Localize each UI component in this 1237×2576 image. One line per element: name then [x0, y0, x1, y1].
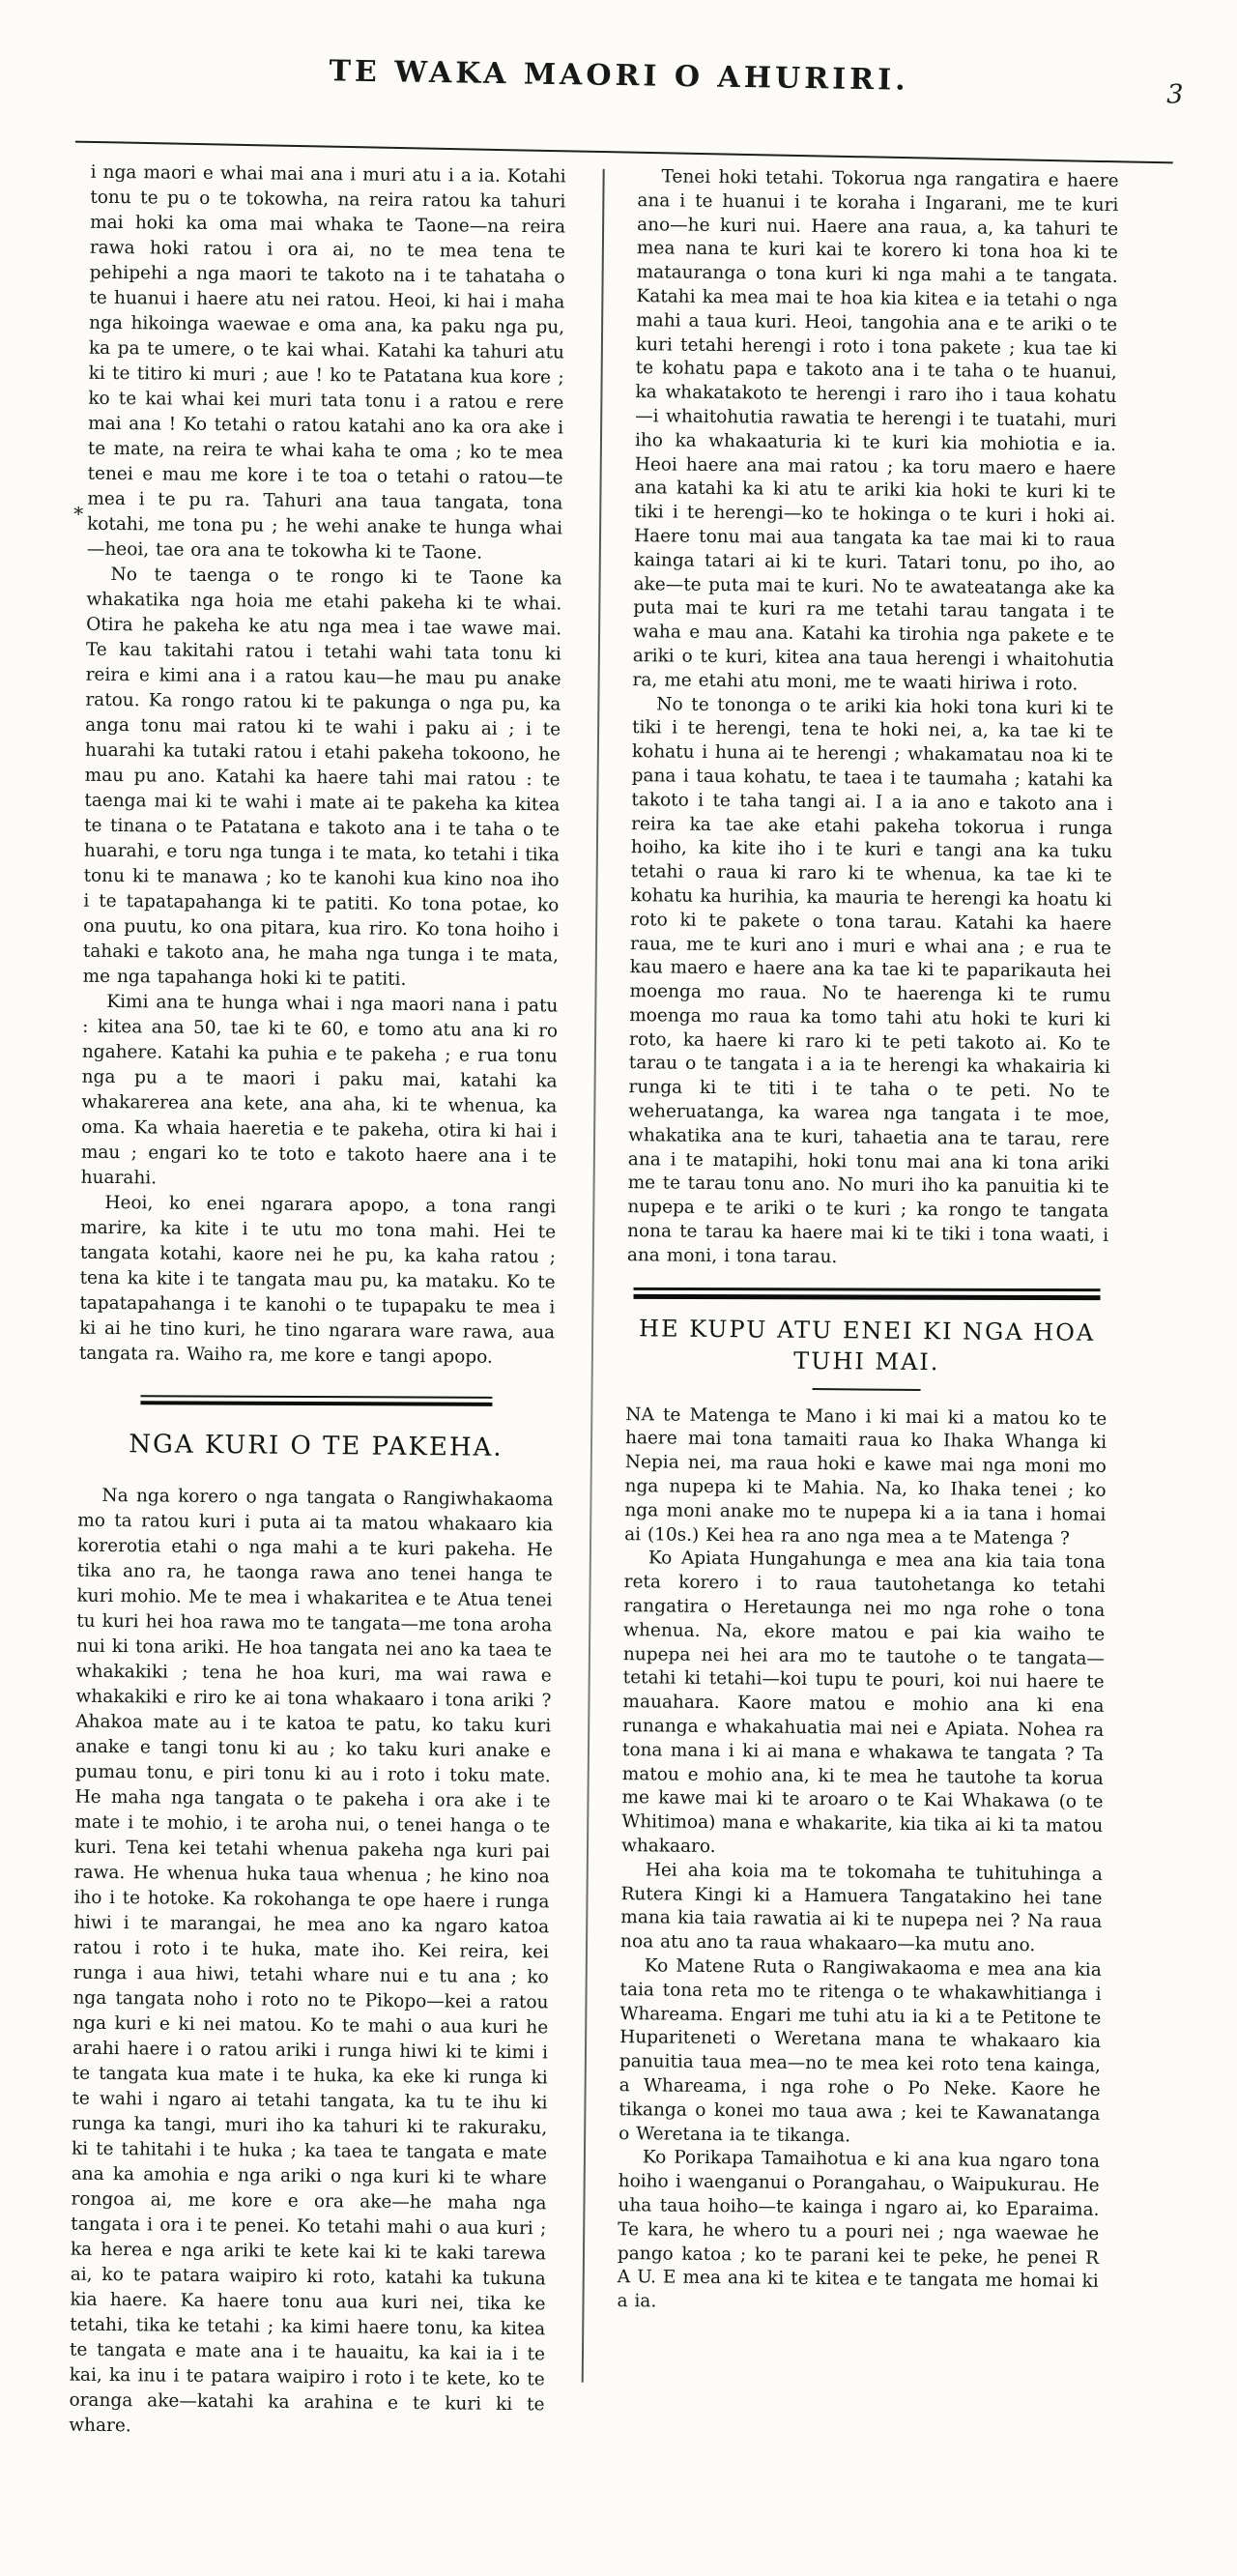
- page-number: 3: [1166, 79, 1184, 110]
- masthead-title: TE WAKA MAORI O AHURIRI.: [329, 54, 909, 98]
- heading-underline-rule: [813, 1388, 921, 1391]
- section-divider-rule: [140, 1395, 492, 1406]
- paragraph: Hei aha koia ma te tokomaha te tuhituhinga a Rutera Kingi ki a Hamuera Tangatakino hei tane mana kia taia rawatia ai ki te nupepa nei ? Na raua noa atu ano ta raua whakaaro—ka mutu ano.: [619, 1860, 1103, 1956]
- margin-asterisk: *: [73, 502, 84, 526]
- paragraph: Tenei hoki tetahi. Tokorua nga rangatira e haere ana i te huanui i te koraha i Ingarani, me te kuri ano—he kuri nui. Haere ana raua, a, ka tahuri te mea nana te kuri kai te korero ki tona hoa ki te matauranga o tona kuri ki nga mahi a te tangata. Katahi ka mea mai te hoa kia kitea e ia tetahi o nga mahi a taua kuri. Heoi, tangohia ana e te ariki o te kuri tetahi herengi i roto i tona pakete ; kua tae ki te kohatu papa e takoto ana i te taha o te huanui, ka whakatakoto te herengi i raro iho i taua kohatu—i whaitohutia rawatia te herengi i te tuatahi, muri iho ka whakaaturia ki te kuri kia mohiotia e ia. Heoi haere ana mai ratou ; ka toru maero e haere ana katahi ka ki atu te ariki kia hoki te kuri ki te tiki i te herengi—ko te hokinga o te kuri i hoki ai. Haere tonu mai aua tangata ka tae mai ki to raua kainga tatari ai ki te kuri. Tatari tonu, po iho, ao ake—te puta mai te kuri. No te awateatanga ake ka puta mai te kuri ra me tetahi tarau tangata i te waha e mau ana. Katahi ka tirohia nga pakete e te ariki o te kuri, kitea ana taua herengi i whaitohutia ra, me etahi atu moni, me te waati hiriwa i roto.: [632, 166, 1119, 695]
- section-heading: HE KUPU ATU ENEI KI NGA HOA TUHI MAI.: [638, 1314, 1096, 1375]
- paragraph: NA te Matenga te Mano i ki mai ki a matou ko te haere mai tona tamaiti raua ko Ihaka Whanga ki Nepia nei, ma raua hoki e kawe mai nga moni mo nga nupepa ki te Mahia. Na, ko Ihaka tenei ; ko nga moni anake mo te nupepa ki a ia tana i homai ai (10s.) Kei hea ra ano nga mea a te Matenga ?: [624, 1404, 1108, 1549]
- paragraph: No te tononga o te ariki kia hoki tona kuri ki te tiki i te herengi, tena te hoki nei, a, ka tae ki te kohatu i huna ai te herengi ; whakamatau noa ki te pana i taua kohatu, te taea i te taumaha ; katahi ka takoto i te taha tangi ai. I a ia ano e takoto ana i reira ka tae ake etahi pakeha tokorua i runga hoiho, ka kite iho i te kuri e tangi ana ka tuku tetahi o raua ki raro ki te whenua, ka tae ki te kohatu ka hurihia, ka mauria te herengi ka hoatu ki roto ki te pakete o tona tarau. Katahi ka haere raua, me te kuri ano i muri e whai ana ; e rua te kau maero e haere ana ka tae ki te paparikauta hei moenga mo raua. No te haerenga ki te rumu moenga mo raua ka tomo tahi atu hoki te kuri ki roto, ka haere ki raro ki te peti takoto ai. Ko te tarau o te tangata i a ia te herengi ka whakairia ki runga ki te titi i te taha o te peti. No te weheruatanga, ka warea nga tangata i te moe, whakatika ana te kuri, tahaetia ana te tarau, rere ana i te matapihi, hoki tonu mai ana ki tona ariki me te tarau tonu ano. No muri iho ka panuitia ki te nupepa e te ariki o te kuri ; ka rongo te tangata nona te tarau ka haere mai ki te tiki i tona waati, i ana moni, i tona tarau.: [626, 693, 1114, 1268]
- paragraph: Na nga korero o nga tangata o Rangiwhakaoma mo ta ratou kuri i puta ai ta matou whakaaro kia korerotia etahi o nga mahi a te kuri pakeha. He tika ano ra, he taonga rawa ano tenei hanga te kuri mohio. Me te mea i whakaritea e te Atua tenei tu kuri hei hoa rawa mo te tangata—me tona aroha nui ki tona ariki. He hoa tangata nei ano ka taea te whakakiki ; tena he hoa kuri, ma wai rawa e whakakiki e riro ke ai tona whakaaro i tona ariki ? Ahakoa mate au i te katoa te patu, ko taku kuri anake e tangi tonu ki au ; ko taku kuri anake e pumau tonu, e piri tonu ki au i roto i toku mate. He maha nga tangata o te pakeha i ora ake i te mate i te mohio, i te aroha nui, o tenei hanga o te kuri. Tena kei tetahi whenua pakeha nga kuri pai rawa. He whenua huka taua whenua ; he kino noa iho i te hotoke. Ka rokohanga te ope haere i runga hiwi i te marangai, he mea ano ka ngaro katoa ratou i roto i te huka, mate iho. Kei reira, kei runga i aua hiwi, tetahi whare nui e tu ana ; ko nga tangata noho i roto no te Pikopo—kei a ratou nga kuri e ki nei matou. Ko te mahi o aua kuri he arahi haere i o ratou ariki i runga hiwi ki te kimi i te tangata kua mate i te huka, ka eke ki runga ki te wahi i ngaro ai tetahi tangata, ka tu te ihu ki runga ka tangi, muri iho ka tahuri ki te rakuraku, ki te tahitahi i te huka ; ka taea te tangata e mate ana ka amohia e nga ariki o nga kuri ki te whare rongoa ai, me kore e ora ake—he maha nga tangata i ora i te penei. Ko tetahi mahi o aua kuri ; ka herea e nga ariki te kete kai ki te kaki tarewa ai, ko te patara waipiro ki roto, katahi ka tukuna kia haere. Ka haere tonu aua kuri nei, tika ke tetahi, tika ke tetahi ; ka kimi haere tonu, ka kitea te tangata e mate ana i te hauaitu, ka kai ia i te kai, ka inu i te patara waipiro i roto i te kete, ko te oranga ake—katahi ka arahina e te kuri ki te whare.: [69, 1485, 554, 2437]
- left-column: [69, 160, 566, 2444]
- paragraph: Heoi, ko enei ngarara apopo, a tona rangi marire, ka kite i te utu mo tona mahi. Hei te tangata kotahi, kaore nei he pu, ka kaha ratou ; tena ka kite i te tangata mau pu, ka mataku. Ko te tapatapahanga i te kanohi o te tupapaku te mea i ki ai he tino kuri, he tino ngarara ware rawa, aua tangata ra. Waiho ra, me kore e tangi apopo.: [78, 1192, 557, 1368]
- column-divider-rule: [582, 169, 604, 2383]
- paragraph: Ko Porikapa Tamaihotua e ki ana kua ngaro tona hoiho i waenganui o Porangahau, o Waipukurau. He uha taua hoiho—te kainga i ngaro ai, ko Eparaima. Te kara, he whero tu a pouri nei ; nga waewae he pango katoa ; ko te parani kei te peke, he penei R A U. E mea ana ki te kitea e te tangata me homai ki a ia.: [617, 2147, 1101, 2312]
- paragraph: Kimi ana te hunga whai i nga maori nana i patu : kitea ana 50, tae ki te 60, e tomo atu ana ki ro ngahere. Katahi ka puhia e te pakeha ; e rua tonu nga pu a te maori i paku mai, katahi ka whakarerea ana kete, ana aha, ki te whenua, ka oma. Ka whaia haeretia e te pakeha, otira ki hai i mau ; engari ko te toto e takoto haere ana i te huarahi.: [80, 991, 559, 1189]
- paragraph: Ko Matene Ruta o Rangiwakaoma e mea ana kia taia tona reta mo te ritenga o te whakawhitianga i Whareama. Engari me tuhi atu ia ki a te Petitone te Hupariteneti o Weretana mana te whakaaro kia panuitia taua mea—no te mea kei roto tena kainga, a Whareama, i nga rohe o Po Neke. Kaore he tikanga o konei mo taua awa ; kei te Kawanatanga o Weretana ia te tikanga.: [618, 1955, 1102, 2146]
- right-column: [617, 165, 1118, 2319]
- masthead-rule: [75, 141, 1173, 164]
- paragraph: Ko Apiata Hungahunga e mea ana kia taia tona reta korero i to raua tautohetanga ko tetahi rangatira o Heretaunga nei mo nga rohe o tona whenua. Na, ekore matou e pai kia waiho te nupepa nei hei ara mo te tautohe o te tangata—tetahi ki tetahi—koi tupu te pouri, koi nui haere te mauahara. Kaore matou e mohio ana ki ena runanga e whakahuatia mai nei e Apiata. Nohea ra tona mana i ki ai mana e whakawa te tangata ? Ta matou e mohio ana, ki te mea he tautohe ta korua me kawe mai ki te aroaro o te Kai Whakawa (o te Whitimoa) mana e whakarite, kia tika ai ki ta matou whakaaro.: [620, 1548, 1106, 1858]
- section-divider-rule: [634, 1288, 1101, 1300]
- section-heading: NGA KURI O TE PAKEHA.: [129, 1430, 503, 1462]
- paragraph: i nga maori e whai mai ana i muri atu i a ia. Kotahi tonu te pu o te tokowha, na reira ratou ka tahuri mai hoki ka oma mai whaka te Taone—na reira rawa hoki ratou i ora ai, no te mea tena te pehipehi a nga maori te takoto na i te tahataha o te huanui i haere atu nei ratou. Heoi, ki hai i maha nga hikoinga waewae e oma ana, ka paku nga pu, ka pa te umere, o te kai whai. Katahi ka tahuri atu ki te titiro ki muri ; aue ! ko te Patatana kua kore ; ko te kai whai kei muri tata tonu i a ratou e rere mai ana ! Ko tetahi o ratou katahi ano ka ora ake i te mate, na reira te whai kaha te oma ; ko te mea tenei e mau me kore i te toa o tetahi o ratou—te mea i te pu ra. Tahuri ana taua tangata, tona kotahi, me tona pu ; he wehi anake te hunga whai—heoi, tae ora ana te tokowha ki te Taone.: [86, 161, 566, 564]
- paragraph: No te taenga o te rongo ki te Taone ka whakatika nga hoia me etahi pakeha ki te whai. Otira he pakeha ke atu nga mea i tae wawe mai. Te kau takitahi ratou i tetahi wahi tata tonu ki reira e kimi ana i a ratou kau—he mau pu anake ratou. Ka rongo ratou ki te pakunga o nga pu, ka anga tonu mai ratou ki te wahi i paku ai ; i te huarahi ka tutaki ratou i etahi pakeha tokoono, he mau pu ano. Katahi ka haere tahi mai ratou : te taenga mai ki te wahi i mate ai te pakeha ka kitea te tinana o te Patatana e takoto ana i te taha o te huarahi, e toru nga tunga i te mata, ko tetahi i tika tonu ki te manawa ; ko te kanohi kua kino noa iho i te tapatapahanga ki te patiti. Ko tona potae, ko ona puutu, ko ona pitara, kua riro. Ko tona hoiho i tahaki e takoto ana, he maha nga tunga i te mata, me nga tapahanga hoki ki te patiti.: [82, 564, 562, 990]
